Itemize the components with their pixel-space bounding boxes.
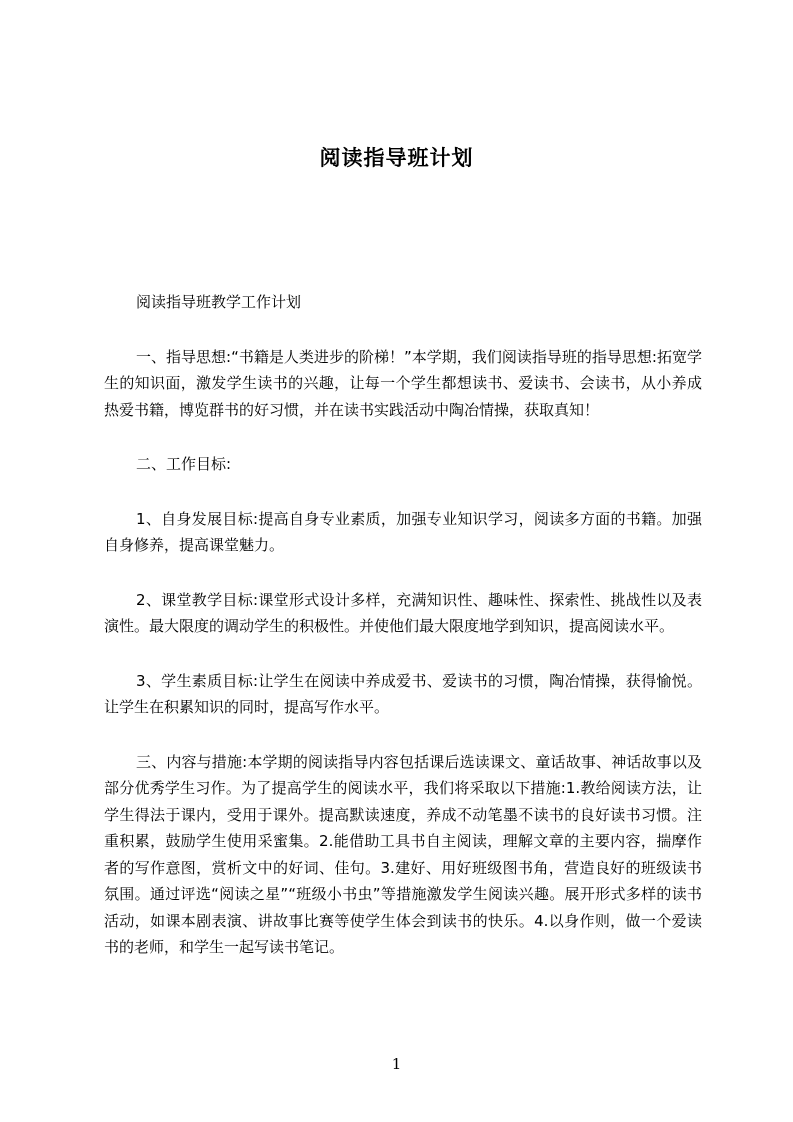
guiding-ideology-paragraph: 一、指导思想:“书籍是人类进步的阶梯！”本学期，我们阅读指导班的指导思想:拓宽学生的知识面，激发学生读书的兴趣，让每一个学生都想读书、爱读书、会读书，从小养成热爱书籍，博览群书的好习惯，并在读书实践活动中陶冶情操，获取真知！ [104, 347, 702, 419]
work-goals-heading: 二、工作目标: [136, 455, 232, 473]
document-body [104, 289, 702, 989]
student-quality-goal-paragraph: 3、学生素质目标:让学生在阅读中养成爱书、爱读书的习惯，陶冶情操，获得愉悦。让学生在积累知识的同时，提高写作水平。 [104, 671, 702, 716]
document-title: 阅读指导班计划 [319, 146, 474, 170]
subtitle-paragraph: 阅读指导班教学工作计划 [136, 293, 302, 311]
self-development-goal-paragraph: 1、自身发展目标:提高自身专业素质，加强专业知识学习，阅读多方面的书籍。加强自身修养，提高课堂魅力。 [104, 509, 702, 554]
content-measures-paragraph: 三、内容与措施:本学期的阅读指导内容包括课后选读课文、童话故事、神话故事以及部分优秀学生习作。为了提高学生的阅读水平，我们将采取以下措施:1.教给阅读方法，让学生得法于课内，受用于课外。提高默读速度，养成不动笔墨不读书的良好读书习惯。注重积累，鼓励学生使用采蜜集。2.能借助工具书自主阅读，理解文章的主要内容，揣摩作者的写作意图，赏析文中的好词、佳句。3.建好、用好班级图书角，营造良好的班级读书氛围。通过评选“阅读之星”“班级小书虫”等措施激发学生阅读兴趣。展开形式多样的读书活动，如课本剧表演、讲故事比赛等使学生体会到读书的快乐。4.以身作则，做一个爱读书的老师，和学生一起写读书笔记。 [104, 752, 702, 956]
page-number: 1 [391, 1055, 402, 1073]
classroom-teaching-goal-paragraph: 2、课堂教学目标:课堂形式设计多样，充满知识性、趣味性、探索性、挑战性以及表演性。最大限度的调动学生的积极性。并使他们最大限度地学到知识，提高阅读水平。 [104, 590, 702, 635]
